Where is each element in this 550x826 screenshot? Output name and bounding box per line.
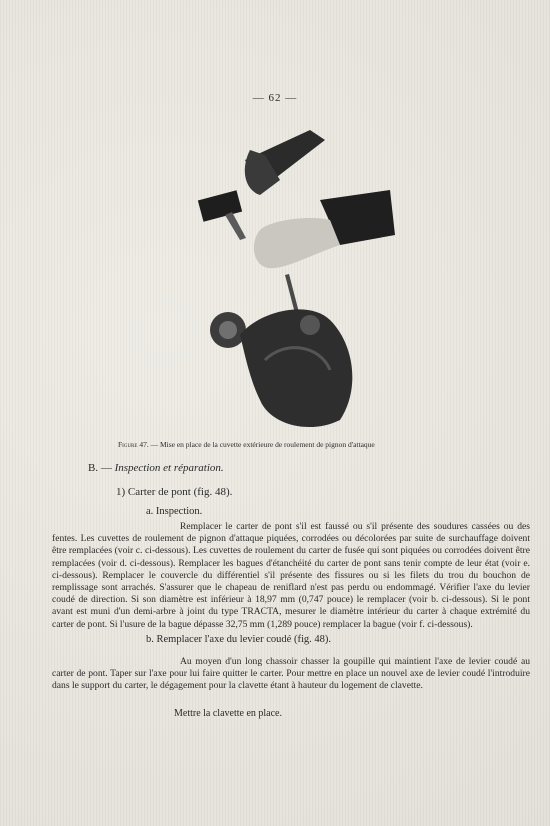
section-heading (88, 462, 224, 474)
paragraph-inspection: Remplacer le carter de pont s'il est faussé ou s'il présente des soudures cassées ou des fentes. Les cuvettes de roulement de pignon d'attaque piquées, corrodées ou décolorées par suite de surchauffage doivent être remplacées (voir c. ci-dessous). Les cuvettes de roulement du carter de fusée qui sont piquées ou corrodées doivent être remplacées (voir d. ci-dessous). Remplacer les bagues d'étanchéité du carter de pont sans tenir compte de leur état (voir e. ci-dessous). Remplacer le couvercle du différentiel s'il présente des fissures ou si les filets du trou du bouchon de remplissage sont arrachés. S'assurer que le chapeau de reniflard n'est pas perdu ou endommagé. Vérifier l'axe du levier coudé de direction. Si son diamètre est inférieur à 18,97 mm (0,747 pouce) le remplacer (voir b. ci-dessous). Si le pont avant est muni d'un demi-arbre à joint du type TRACTA, mesurer le diamètre intérieur du carter à chaque extrémité du carter de pont. Si l'usure de la bague dépasse 32,75 mm (1,289 pouce) remplacer la bague (voir f. ci-dessous). (52, 521, 530, 630)
figure-label: Figure 47. (118, 440, 149, 449)
subsection-1-heading: 1) Carter de pont (fig. 48). (116, 486, 233, 498)
caption-text: — Mise en place de la cuvette extérieure de roulement de pignon d'attaque (150, 440, 375, 449)
subsection-b-heading: b. Remplacer l'axe du levier coudé (fig. 48). (146, 634, 331, 645)
subsection-a-heading: a. Inspection. (146, 506, 203, 517)
paragraph-replace-axle: Au moyen d'un long chassoir chasser la goupille qui maintient l'axe de levier coudé au carter de pont. Taper sur l'axe pour lui faire quitter le carter. Pour mettre en place un nouvel axe de levier coudé l'introduire dans le support du carter, le dégagement pour la clavette étant à hauteur du logement de clavette. (52, 656, 530, 692)
figure-photo (190, 120, 400, 430)
figure-caption (118, 440, 478, 449)
section-letter: B. — (88, 462, 112, 474)
page-number: — 62 — (252, 92, 298, 104)
section-title: Inspection et réparation. (114, 462, 224, 474)
final-instruction: Mettre la clavette en place. (174, 708, 282, 719)
